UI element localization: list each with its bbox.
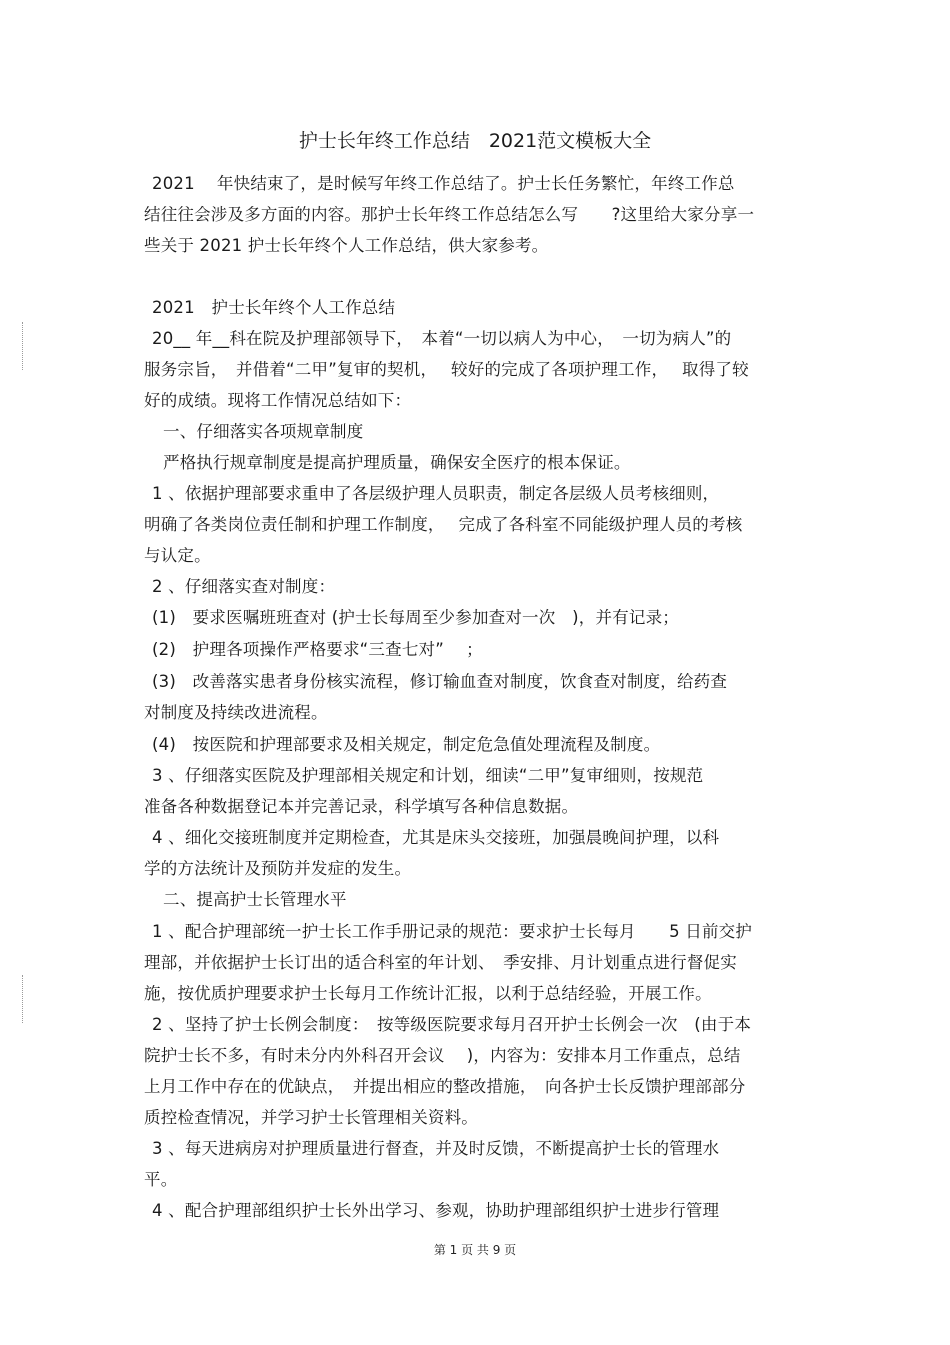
- paragraph-line: 1 、配合护理部统一护士长工作手册记录的规范：要求护士长每月 5 日前交护: [152, 922, 753, 941]
- margin-mark-top: [22, 322, 23, 370]
- paragraph-line: 平。: [144, 1170, 178, 1189]
- paragraph-line: 3 、仔细落实医院及护理部相关规定和计划，细读“二甲”复审细则，按规范: [152, 766, 704, 785]
- paragraph-line: 4 、配合护理部组织护士长外出学习、参观，协助护理部组织护士进步行管理: [152, 1201, 720, 1220]
- paragraph-line: 2 、仔细落实查对制度：: [152, 577, 336, 596]
- paragraph-line: 2021 年快结束了，是时候写年终工作总结了。护士长任务繁忙，年终工作总: [152, 174, 735, 193]
- subsection-heading: 二、提高护士长管理水平: [163, 890, 347, 909]
- subsection-heading: 一、仔细落实各项规章制度: [163, 422, 364, 441]
- page-number-footer: 第 1 页 共 9 页: [433, 1243, 517, 1257]
- paragraph-line: 施，按优质护理要求护士长每月工作统计汇报，以利于总结经验，开展工作。: [144, 984, 712, 1003]
- paragraph-line: 学的方法统计及预防并发症的发生。: [144, 859, 412, 878]
- paragraph-line: 2 、坚持了护士长例会制度： 按等级医院要求每月召开护士长例会一次 (由于本: [152, 1015, 752, 1034]
- paragraph-line: (2) 护理各项操作严格要求“三查七对” ；: [152, 640, 483, 659]
- paragraph-line: 严格执行规章制度是提高护理质量，确保安全医疗的根本保证。: [163, 453, 631, 472]
- paragraph-line: 好的成绩。现将工作情况总结如下：: [144, 391, 412, 410]
- paragraph-line: (4) 按医院和护理部要求及相关规定，制定危急值处理流程及制度。: [152, 735, 661, 754]
- paragraph-line: (3) 改善落实患者身份核实流程，修订输血查对制度，饮食查对制度，给药查: [152, 672, 728, 691]
- paragraph-line: 些关于 2021 护士长年终个人工作总结，供大家参考。: [144, 236, 549, 255]
- paragraph-line: 1 、依据护理部要求重申了各层级护理人员职责，制定各层级人员考核细则，: [152, 484, 720, 503]
- paragraph-line: 院护士长不多，有时未分内外科召开会议 )，内容为：安排本月工作重点，总结: [144, 1046, 741, 1065]
- paragraph-line: 理部，并依据护士长订出的适合科室的年计划、 季安排、月计划重点进行督促实: [144, 953, 737, 972]
- paragraph-line: 与认定。: [144, 546, 211, 565]
- paragraph-line: 上月工作中存在的优缺点， 并提出相应的整改措施， 向各护士长反馈护理部部分: [144, 1077, 746, 1096]
- paragraph-line: (1) 要求医嘱班班查对 (护士长每周至少参加查对一次 )，并有记录；: [152, 608, 679, 627]
- paragraph-line: 3 、每天进病房对护理质量进行督查，并及时反馈，不断提高护士长的管理水: [152, 1139, 720, 1158]
- paragraph-line: 明确了各类岗位责任制和护理工作制度， 完成了各科室不同能级护理人员的考核: [144, 515, 743, 534]
- paragraph-line: 准备各种数据登记本并完善记录，科学填写各种信息数据。: [144, 797, 579, 816]
- document-title: 护士长年终工作总结 2021范文模板大全: [298, 130, 652, 152]
- paragraph-line: 服务宗旨， 并借着“二甲”复审的契机， 较好的完成了各项护理工作， 取得了较: [144, 360, 749, 379]
- paragraph-line: 4 、细化交接班制度并定期检查，尤其是床头交接班，加强晨晚间护理，以科: [152, 828, 720, 847]
- paragraph-line: 结往往会涉及多方面的内容。那护士长年终工作总结怎么写 ?这里给大家分享一: [144, 205, 755, 224]
- paragraph-line: 20__ 年__科在院及护理部领导下， 本着“一切以病人为中心， 一切为病人”的: [152, 329, 732, 348]
- paragraph-line: 质控检查情况，并学习护士长管理相关资料。: [144, 1108, 478, 1127]
- margin-mark-bottom: [22, 975, 23, 1023]
- section-heading: 2021 护士长年终个人工作总结: [152, 298, 396, 317]
- paragraph-line: 对制度及持续改进流程。: [144, 703, 328, 722]
